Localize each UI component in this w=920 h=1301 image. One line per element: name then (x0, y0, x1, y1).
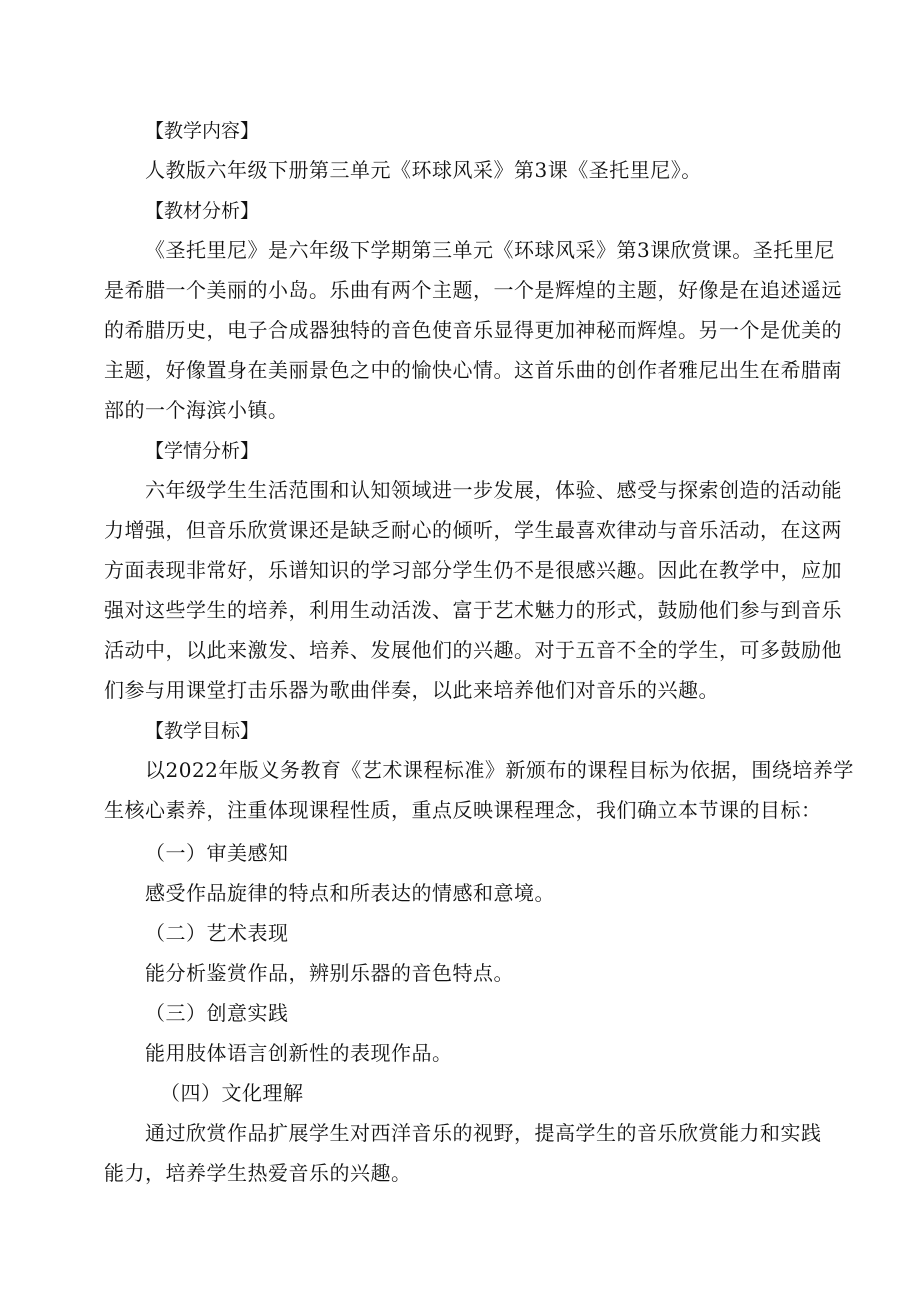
goal-item-title: （一）审美感知 (145, 841, 289, 865)
student-line: 活动中，以此来激发、培养、发展他们的兴趣。对于五音不全的学生，可多鼓励他 (104, 638, 842, 662)
student-line: 方面表现非常好，乐谱知识的学习部分学生仍不是很感兴趣。因此在教学中，应加 (104, 558, 842, 582)
content-text: 人教版六年级下册第三单元《环球风采》第3课《圣托里尼》。 (145, 158, 702, 182)
material-line: 《圣托里尼》是六年级下学期第三单元《环球风采》第3课欣赏课。圣托里尼 (145, 238, 835, 262)
goal-item-text: 通过欣赏作品扩展学生对西洋音乐的视野，提高学生的音乐欣赏能力和实践 (145, 1121, 822, 1145)
section-heading-goal: 【教学目标】 (145, 720, 260, 742)
goal-item-text: 能分析鉴赏作品，辨别乐器的音色特点。 (145, 961, 514, 985)
material-line: 部的一个海滨小镇。 (104, 398, 289, 422)
goal-line: 以2022年版义务教育《艺术课程标准》新颁布的课程目标为依据，围绕培养学 (145, 758, 854, 782)
goal-item-title: （四）文化理解 (160, 1081, 304, 1105)
student-line: 六年级学生生活范围和认知领域进一步发展，体验、感受与探索创造的活动能 (145, 478, 842, 502)
material-line: 是希腊一个美丽的小岛。乐曲有两个主题，一个是辉煌的主题，好像是在追述遥远 (104, 278, 842, 302)
section-heading-material: 【教材分析】 (145, 200, 260, 222)
goal-line: 生核心素养，注重体现课程性质，重点反映课程理念，我们确立本节课的目标： (104, 798, 822, 822)
student-line: 们参与用课堂打击乐器为歌曲伴奏，以此来培养他们对音乐的兴趣。 (104, 678, 719, 702)
section-heading-student: 【学情分析】 (145, 440, 260, 462)
goal-item-text: 能力，培养学生热爱音乐的兴趣。 (104, 1161, 412, 1185)
goal-item-title: （二）艺术表现 (145, 921, 289, 945)
material-line: 主题，好像置身在美丽景色之中的愉快心情。这首乐曲的创作者雅尼出生在希腊南 (104, 358, 842, 382)
section-heading-content: 【教学内容】 (145, 120, 260, 142)
student-line: 力增强，但音乐欣赏课还是缺乏耐心的倾听，学生最喜欢律动与音乐活动，在这两 (104, 518, 842, 542)
goal-item-text: 能用肢体语言创新性的表现作品。 (145, 1041, 453, 1065)
goal-item-text: 感受作品旋律的特点和所表达的情感和意境。 (145, 881, 555, 905)
material-line: 的希腊历史，电子合成器独特的音色使音乐显得更加神秘而辉煌。另一个是优美的 (104, 318, 842, 342)
student-line: 强对这些学生的培养，利用生动活泼、富于艺术魅力的形式，鼓励他们参与到音乐 (104, 598, 842, 622)
goal-item-title: （三）创意实践 (145, 1001, 289, 1025)
